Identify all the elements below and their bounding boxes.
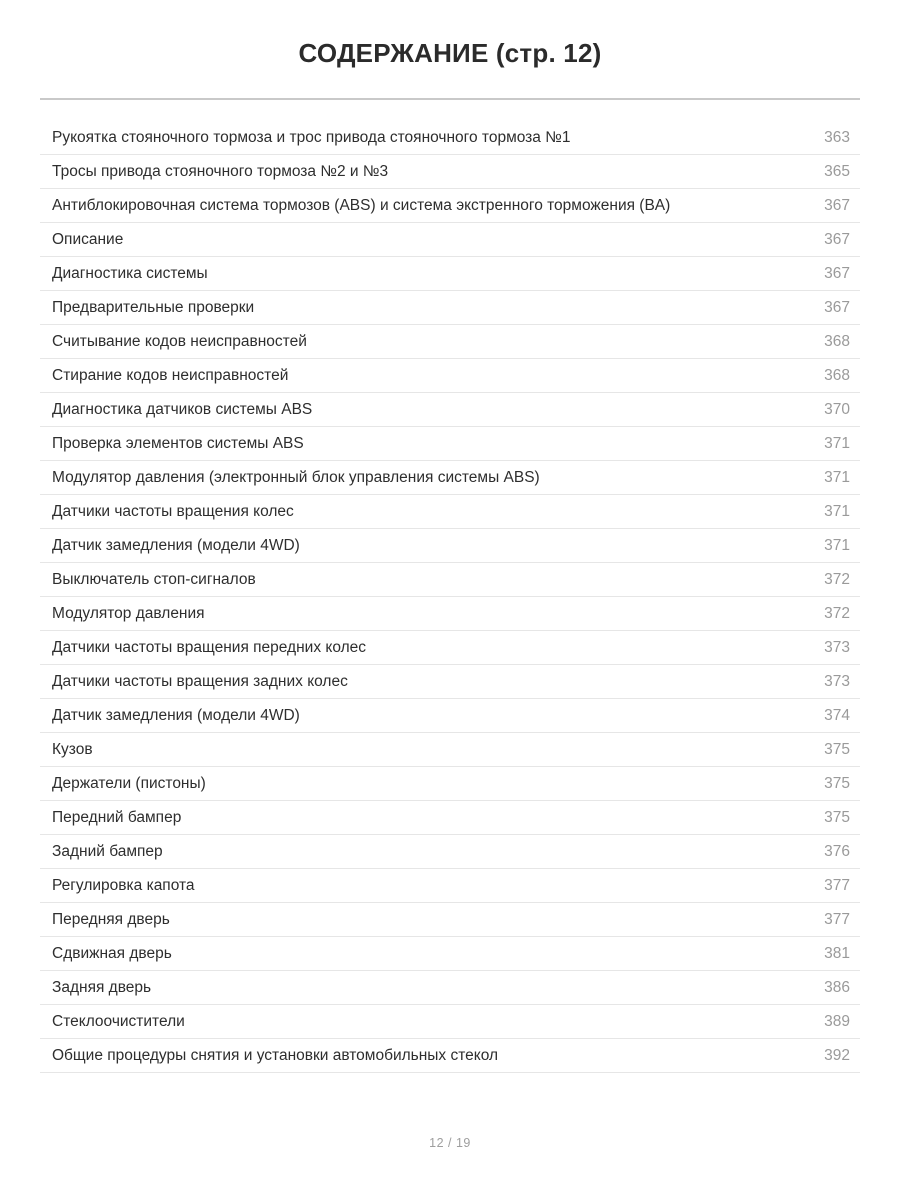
- toc-row[interactable]: [40, 665, 860, 699]
- toc-entry-label: Считывание кодов неисправностей: [52, 333, 307, 350]
- toc-entry-label: Рукоятка стояночного тормоза и трос привода стояночного тормоза №1: [52, 129, 571, 146]
- toc-entry-page: 376: [824, 843, 850, 860]
- toc-entry-label: Стеклоочистители: [52, 1013, 185, 1030]
- toc-row[interactable]: [40, 461, 860, 495]
- toc-row[interactable]: [40, 223, 860, 257]
- toc-entry-page: 367: [824, 299, 850, 316]
- toc-entry-label: Сдвижная дверь: [52, 945, 172, 962]
- toc-entry-label: Тросы привода стояночного тормоза №2 и №3: [52, 163, 389, 180]
- toc-row[interactable]: [40, 733, 860, 767]
- toc-entry-label: Держатели (пистоны): [52, 775, 206, 792]
- toc-entry-page: 368: [824, 367, 850, 384]
- toc-entry-label: Задний бампер: [52, 843, 163, 860]
- page-title: СОДЕРЖАНИЕ (стр. 12): [298, 38, 602, 68]
- toc-entry-page: 365: [824, 163, 850, 180]
- page-footer: 12 / 19: [429, 1136, 471, 1150]
- toc-entry-page: 370: [824, 401, 850, 418]
- toc-row[interactable]: [40, 155, 860, 189]
- toc-entry-page: 392: [824, 1047, 850, 1064]
- toc-entry-page: 372: [824, 605, 850, 622]
- toc-entry-label: Общие процедуры снятия и установки автомобильных стекол: [52, 1047, 499, 1064]
- toc-entry-page: 367: [824, 231, 850, 248]
- toc-entry-label: Проверка элементов системы ABS: [52, 435, 304, 452]
- toc-entry-label: Модулятор давления (электронный блок управления системы ABS): [52, 469, 540, 486]
- toc-entry-label: Диагностика системы: [52, 265, 208, 282]
- toc-row[interactable]: [40, 529, 860, 563]
- toc-entry-label: Диагностика датчиков системы ABS: [52, 401, 313, 418]
- toc-row[interactable]: [40, 767, 860, 801]
- toc-row[interactable]: [40, 291, 860, 325]
- toc-entry-label: Регулировка капота: [52, 877, 195, 894]
- toc-entry-page: 371: [824, 537, 850, 554]
- toc-entry-page: 386: [824, 979, 850, 996]
- toc-entry-page: 375: [824, 741, 850, 758]
- toc-entry-page: 389: [824, 1013, 850, 1030]
- toc-row[interactable]: [40, 835, 860, 869]
- title-divider: [40, 98, 860, 100]
- toc-entry-label: Передний бампер: [52, 809, 182, 826]
- toc-entry-page: 363: [824, 129, 850, 146]
- toc-entry-label: Модулятор давления: [52, 605, 205, 622]
- toc-entry-page: 367: [824, 265, 850, 282]
- toc-entry-page: 377: [824, 877, 850, 894]
- toc-entry-page: 381: [824, 945, 850, 962]
- toc-row[interactable]: [40, 1039, 860, 1073]
- toc-row[interactable]: [40, 631, 860, 665]
- toc-entry-label: Датчик замедления (модели 4WD): [52, 707, 300, 724]
- toc-entry-page: 375: [824, 809, 850, 826]
- toc-entry-label: Датчик замедления (модели 4WD): [52, 537, 300, 554]
- toc-entry-page: 373: [824, 673, 850, 690]
- toc-row[interactable]: [40, 393, 860, 427]
- toc-entry-label: Предварительные проверки: [52, 299, 255, 316]
- toc-row[interactable]: [40, 597, 860, 631]
- toc-entry-label: Задняя дверь: [52, 979, 152, 996]
- toc-entry-page: 375: [824, 775, 850, 792]
- toc-entry-label: Описание: [52, 231, 124, 248]
- toc-row[interactable]: [40, 189, 860, 223]
- toc-entry-page: 367: [824, 197, 850, 214]
- toc-row[interactable]: [40, 359, 860, 393]
- toc-entry-page: 371: [824, 469, 850, 486]
- toc-row[interactable]: [40, 699, 860, 733]
- toc-entry-label: Кузов: [52, 741, 93, 758]
- toc-entry-label: Передняя дверь: [52, 911, 170, 928]
- toc-entry-page: 374: [824, 707, 850, 724]
- toc-entry-label: Датчики частоты вращения передних колес: [52, 639, 367, 656]
- toc-entry-label: Выключатель стоп-сигналов: [52, 571, 256, 588]
- toc-row[interactable]: [40, 971, 860, 1005]
- toc-row[interactable]: [40, 257, 860, 291]
- toc-entry-page: 371: [824, 503, 850, 520]
- toc-row[interactable]: [40, 325, 860, 359]
- toc-row[interactable]: [40, 121, 860, 155]
- toc-row[interactable]: [40, 563, 860, 597]
- toc-entry-label: Датчики частоты вращения задних колес: [52, 673, 348, 690]
- toc-row[interactable]: [40, 903, 860, 937]
- toc-entry-page: 371: [824, 435, 850, 452]
- toc-entry-label: Датчики частоты вращения колес: [52, 503, 294, 520]
- toc-row[interactable]: [40, 869, 860, 903]
- toc-row[interactable]: [40, 1005, 860, 1039]
- toc-entry-page: 368: [824, 333, 850, 350]
- toc-row[interactable]: [40, 801, 860, 835]
- toc-entry-page: 372: [824, 571, 850, 588]
- toc-entry-page: 373: [824, 639, 850, 656]
- toc-entry-label: Стирание кодов неисправностей: [52, 367, 289, 384]
- toc-row[interactable]: [40, 937, 860, 971]
- toc-entry-label: Антиблокировочная система тормозов (ABS) и система экстренного торможения (BA): [52, 197, 671, 214]
- toc-row[interactable]: [40, 427, 860, 461]
- toc-list: [40, 121, 860, 1073]
- toc-entry-page: 377: [824, 911, 850, 928]
- toc-row[interactable]: [40, 495, 860, 529]
